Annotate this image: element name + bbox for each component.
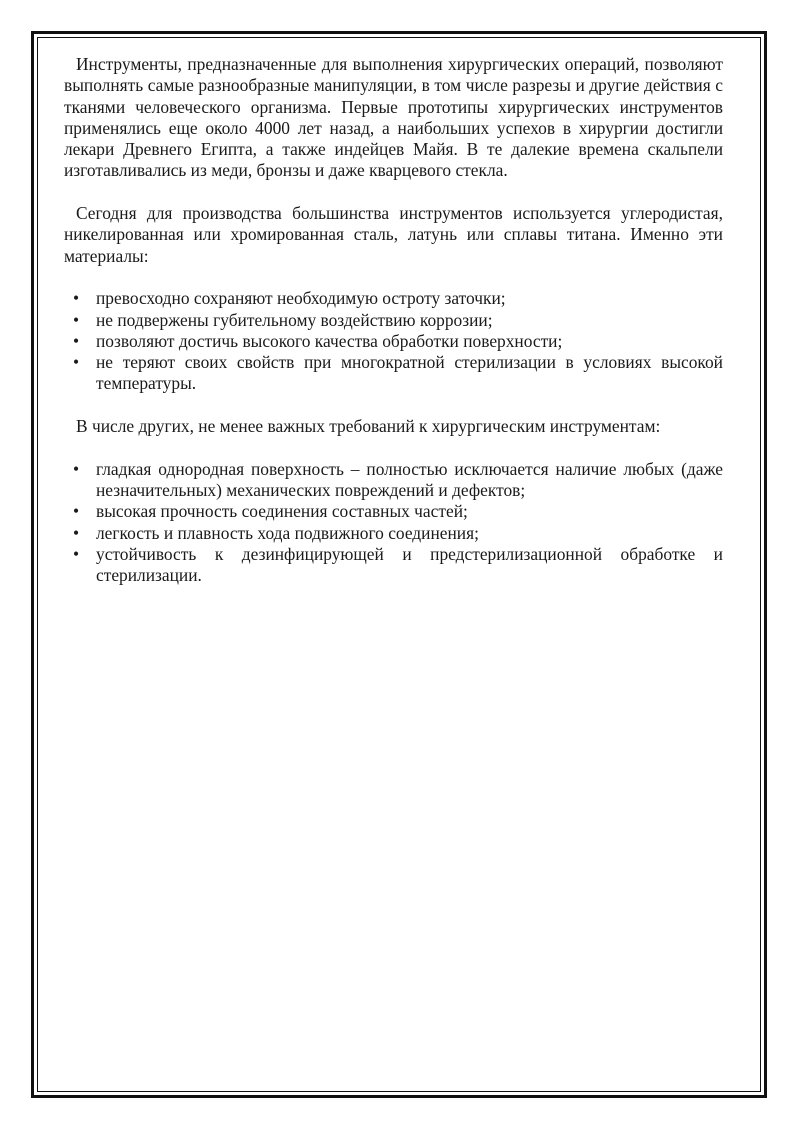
paragraph-gap <box>76 395 723 416</box>
paragraph-gap <box>76 267 723 288</box>
bullet-icon: • <box>72 458 80 479</box>
paragraph-block-2 <box>64 203 723 267</box>
bullet-icon: • <box>72 288 80 309</box>
paragraph-3: В числе других, не менее важных требований к хирургическим инструментам: <box>76 416 661 437</box>
list-item <box>72 309 723 331</box>
document-body <box>64 54 723 586</box>
paragraph-block-3 <box>64 416 723 437</box>
bullet-icon: • <box>72 352 80 373</box>
materials-list <box>72 288 723 394</box>
list-item <box>72 352 723 395</box>
list-item-text: высокая прочность соединения составных частей; <box>96 501 468 522</box>
bullet-icon: • <box>72 309 80 330</box>
list-item-text: не теряют своих свойств при многократной стерилизации в условиях высокой температуры. <box>96 352 723 394</box>
list-item-text: превосходно сохраняют необходимую остроту заточки; <box>96 288 506 309</box>
paragraph-gap <box>76 182 723 203</box>
list-item <box>72 522 723 544</box>
list-item <box>72 458 723 502</box>
requirements-list <box>72 458 723 587</box>
bullet-icon: • <box>72 543 80 564</box>
paragraph-2: Сегодня для производства большинства инструментов используется углеродистая, никелированная или хромированная сталь, латунь или сплавы титана. Именно эти материалы: <box>64 203 723 266</box>
paragraph-block-1 <box>64 54 723 182</box>
paragraph-1: Инструменты, предназначенные для выполнения хирургических операций, позволяют выполнять самые разнообразные манипуляции, в том числе разрезы и другие действия с тканями человеческого организма. Первые прототипы хирургических инструментов применялись еще около 4000 лет назад, а наибольших успехов в хирургии достигли лекари Древнего Египта, а также индейцев Майя. В те далекие времена скальпели изготавливались из меди, бронзы и даже кварцевого стекла. <box>64 54 723 181</box>
list-item-text: устойчивость к дезинфицирующей и предстерилизационной обработке и стерилизации. <box>96 543 723 586</box>
paragraph-gap <box>76 437 723 458</box>
list-item-text: гладкая однородная поверхность – полностью исключается наличие любых (даже незначительных) механических повреждений и дефектов; <box>96 458 723 500</box>
list-item <box>72 330 723 352</box>
bullet-icon: • <box>72 501 80 522</box>
list-item-text: не подвержены губительному воздействию коррозии; <box>96 309 493 330</box>
bullet-icon: • <box>72 522 80 543</box>
list-item <box>72 501 723 522</box>
bullet-icon: • <box>72 330 80 351</box>
list-item-text: легкость и плавность хода подвижного соединения; <box>96 522 479 543</box>
list-item-text: позволяют достичь высокого качества обработки поверхности; <box>96 330 563 351</box>
list-item <box>72 543 723 587</box>
list-item <box>72 288 723 309</box>
